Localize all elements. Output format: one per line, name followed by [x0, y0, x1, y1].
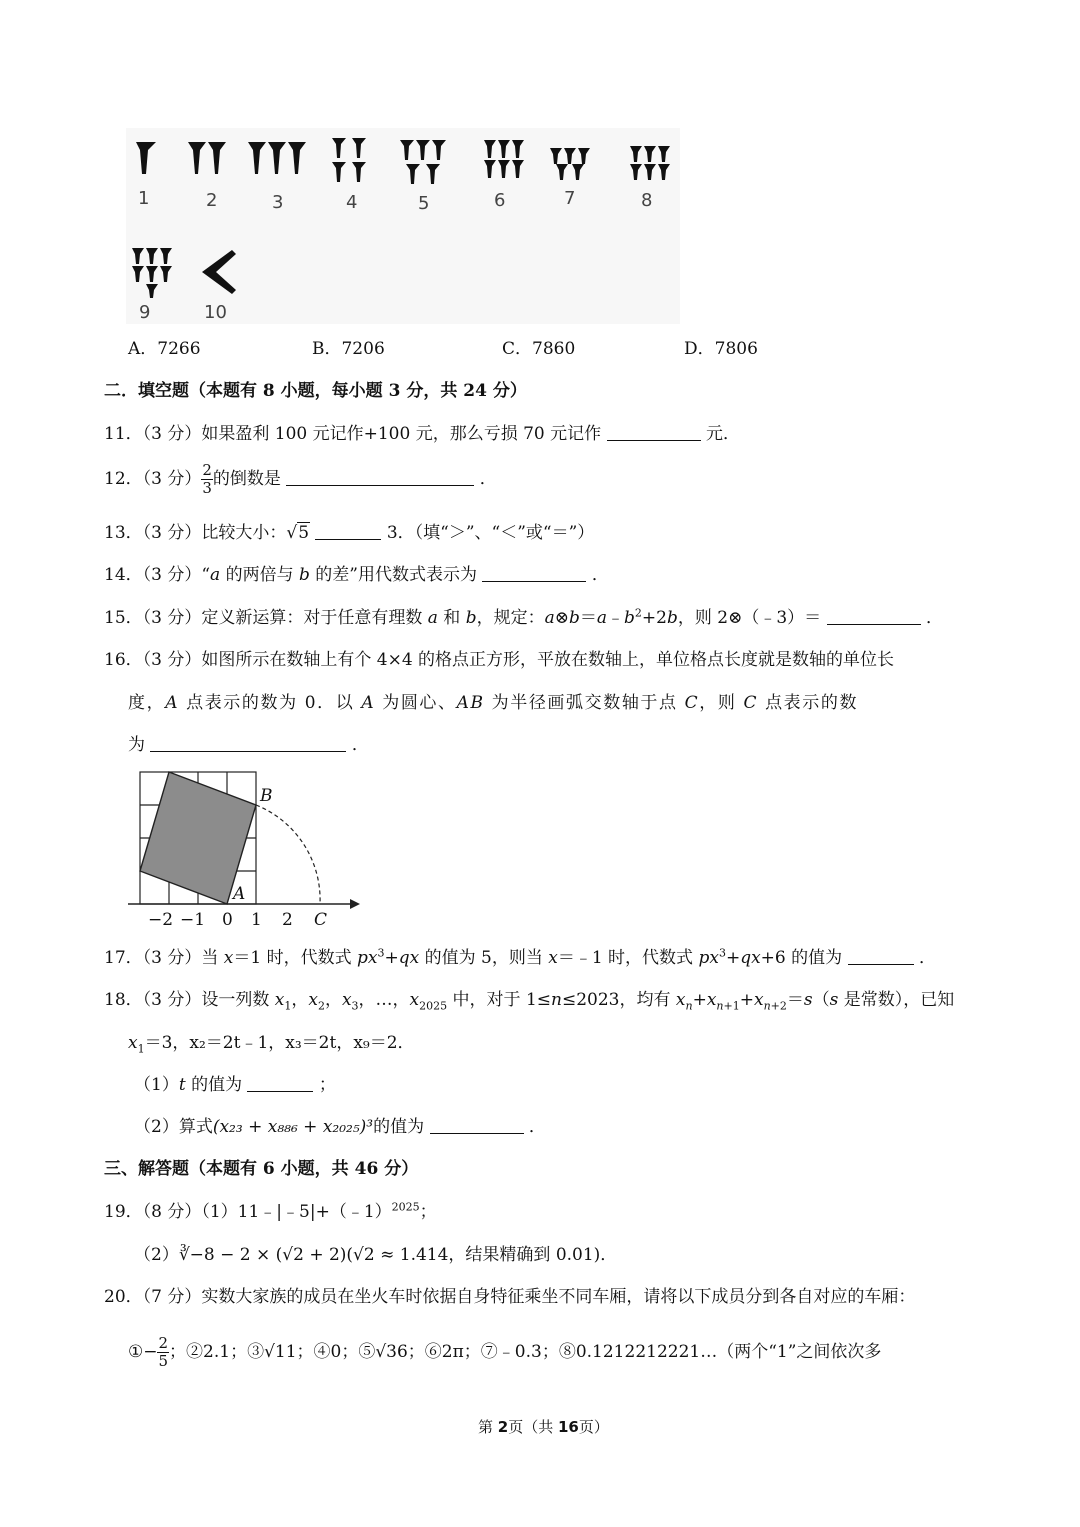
question-18-line-1: 18．（3 分）设一列数 $x_1$，$x_2$，$x_3$，…，$x_{2025}$ 中，对于 1≤n≤2023，均有 $x_n+x_{n+1}+x_{n+2}=s(s$ 是常数），已知	[104, 990, 955, 1013]
tick-label--2: −2	[148, 910, 174, 930]
answer-blank-14[interactable]	[482, 565, 586, 582]
numeral-label-7: 7	[564, 188, 576, 209]
tick-label-0: 0	[222, 910, 233, 930]
answer-blank-16[interactable]	[150, 735, 346, 752]
numeral-label-3: 3	[272, 192, 284, 213]
question-14: 14．（3 分）“a 的两倍与 b 的差”用代数式表示为 ．	[104, 565, 609, 585]
fraction-2-5: $\frac{2}{5}$	[158, 1334, 169, 1370]
arc-dashed	[256, 805, 320, 904]
question-18-line-2: $x_1=3$，x₂＝2t﹣1，x₃＝2t，x₉＝2．	[128, 1033, 415, 1056]
numeral-label-8: 8	[641, 190, 653, 211]
question-16-line-3: 为 ．	[128, 735, 369, 755]
question-19-line-2: （2）∛−8 − 2 × (√2 + 2)(√2 ≈ 1.414，结果精确到 0.01)．	[134, 1245, 618, 1265]
numeral-label-4: 4	[346, 192, 358, 213]
number-line-arrow	[350, 899, 360, 909]
answer-blank-18-2[interactable]	[430, 1117, 524, 1134]
label-point-b: B	[260, 786, 273, 806]
q10-option-b[interactable]: B．7206	[312, 339, 385, 359]
question-15: 15．（3 分）定义新运算：对于任意有理数 a 和 b，规定：$a\otimes b=a﹣b^2+2b$，则 2⊗（﹣3）＝ ．	[104, 606, 943, 628]
tick-label-2: 2	[282, 910, 293, 930]
numeral-label-6: 6	[494, 190, 506, 211]
answer-blank-13[interactable]	[315, 523, 381, 540]
numeral-label-1: 1	[138, 188, 150, 209]
answer-blank-15[interactable]	[827, 608, 921, 625]
question-17: 17．（3 分）当 x＝1 时，代数式 $px^3+qx$ 的值为 5，则当 x＝﹣1 时，代数式 $px^3+qx+6$ 的值为 ．	[104, 946, 936, 968]
question-19-line-1: 19．（8 分）（1）11﹣|﹣5|+（﹣1）$^{2025}$；	[104, 1200, 437, 1222]
tick-label--1: −1	[180, 910, 206, 930]
question-11: 11．（3 分）如果盈利 100 元记作+100 元，那么亏损 70 元记作 元．	[104, 424, 740, 444]
page-footer: 第 2页（共 16页）	[478, 1418, 609, 1436]
answer-blank-11[interactable]	[607, 424, 701, 441]
question-16-line-2: 度，A 点表示的数为 0．以 A 为圆心、AB 为半径画弧交数轴于点 C，则 C 点表示的数	[128, 693, 859, 713]
babylonian-numerals-figure	[126, 128, 680, 324]
numeral-label-5: 5	[418, 193, 430, 214]
answer-blank-12[interactable]	[286, 469, 474, 486]
question-16-line-1: 16．（3 分）如图所示在数轴上有个 4×4 的格点正方形，平放在数轴上，单位格点长度就是数轴的单位长	[104, 650, 895, 670]
section2-title: 二．填空题（本题有 8 小题，每小题 3 分，共 24 分）	[104, 381, 527, 401]
fraction-2-3: $\frac{2}{3}$	[202, 461, 212, 497]
q10-option-d[interactable]: D．7806	[684, 339, 758, 359]
question-13: 13．（3 分）比较大小：√5 3．（填“＞”、“＜”或“＝”）	[104, 523, 595, 543]
q10-option-a[interactable]: A．7266	[128, 339, 201, 359]
tick-label-1: 1	[251, 910, 262, 930]
numeral-label-2: 2	[206, 190, 218, 211]
answer-blank-17[interactable]	[848, 948, 914, 965]
label-point-a: A	[233, 884, 246, 904]
question-18-part-1: （1）t 的值为 ；	[134, 1075, 336, 1095]
question-20-line-1: 20．（7 分）实数大家族的成员在坐火车时依据自身特征乘坐不同车厢，请将以下成员分到各自对应的车厢：	[104, 1287, 916, 1307]
question-20-line-2: ①− $\frac{2}{5}$ ；②2.1；③√11；④0；⑤√36；⑥2π；⑦﹣0.3；⑧0.1212212221…（两个“1”之间依次多	[128, 1334, 882, 1370]
numeral-glyph-3	[248, 142, 306, 174]
q10-option-c[interactable]: C．7860	[502, 339, 576, 359]
answer-blank-18-1[interactable]	[247, 1075, 313, 1092]
label-point-c: C	[314, 910, 328, 930]
question-12: 12．（3 分） $\frac{2}{3}$ 的倒数是 ．	[104, 461, 497, 497]
numeral-label-10: 10	[204, 302, 227, 323]
question-18-part-2: （2）算式(x₂₃ + x₈₈₆ + x₂₀₂₅)³的值为 ．	[134, 1117, 546, 1137]
section3-title: 三、解答题（本题有 6 小题，共 46 分）	[104, 1159, 419, 1179]
numeral-label-9: 9	[139, 302, 151, 323]
